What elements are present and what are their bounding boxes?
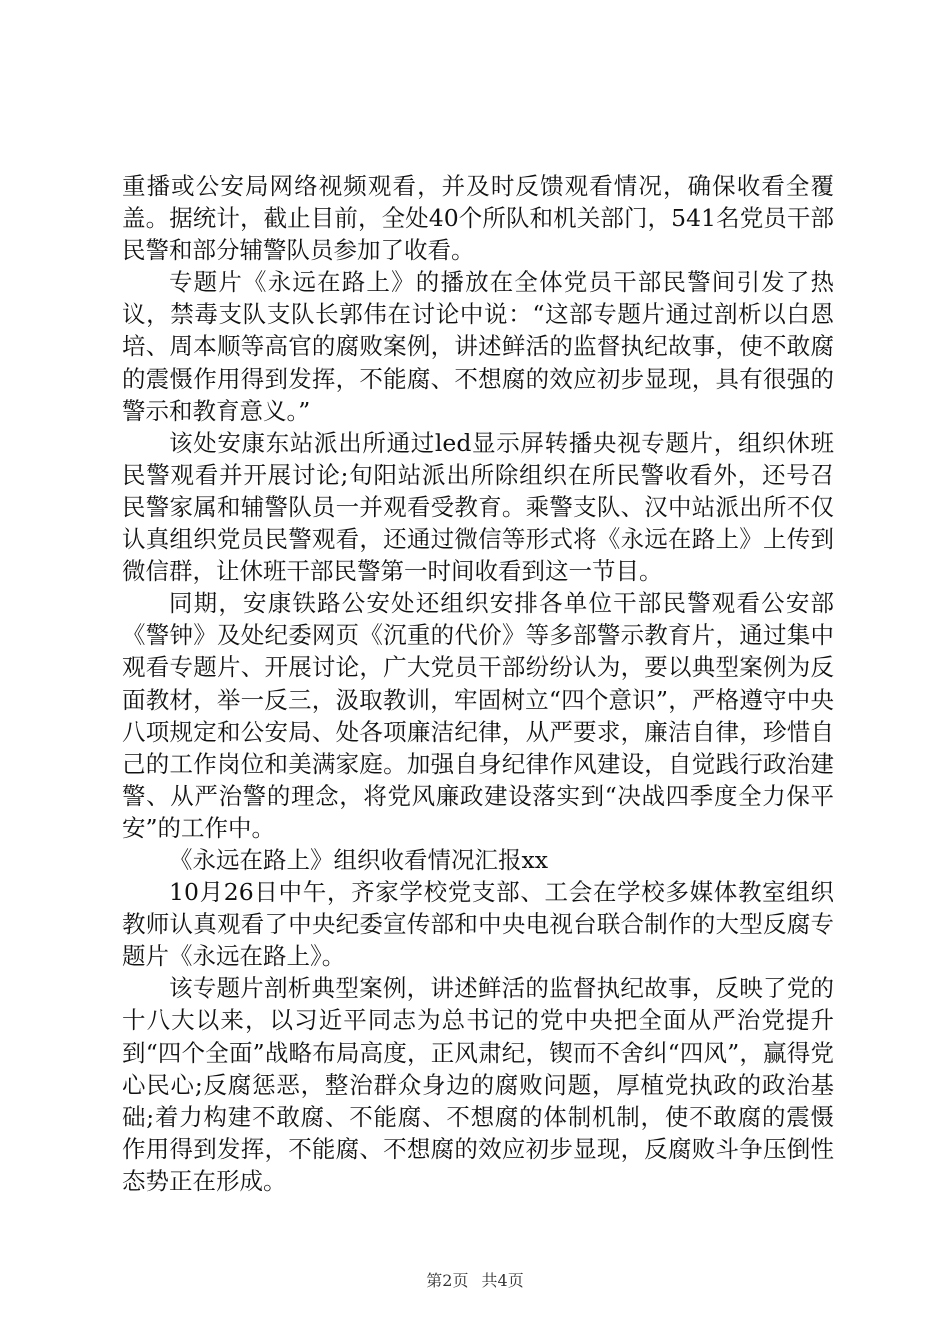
paragraph-film-summary: 该专题片剖析典型案例，讲述鲜活的监督执纪故事，反映了党的十八大以来，以习近平同志为总书记的党中央把全面从严治党提升到“四个全面”战略布局高度，正风肃纪，锲而不舍纠“四风”，赢得党心民心;反腐惩恶，整治群众身边的腐败问题，厚植党执政的政治基础;着力构建不敢腐、不能腐、不想腐的体制机制，使不敢腐的震慑作用得到发挥，不能腐、不想腐的效应初步显现，反腐败斗争压倒性态势正在形成。	[122, 974, 834, 1195]
document-body	[122, 170, 834, 1197]
paragraph-continuation: 重播或公安局网络视频观看，并及时反馈观看情况，确保收看全覆盖。据统计，截止目前，全处40个所队和机关部门，541名党员干部民警和部分辅警队员参加了收看。	[122, 172, 834, 265]
paragraph-discussion: 专题片《永远在路上》的播放在全体党员干部民警间引发了热议，禁毒支队支队长郭伟在讨论中说：“这部专题片通过剖析以白恩培、周本顺等高官的腐败案例，讲述鲜活的监督执纪故事，使不敢腐的震慑作用得到发挥，不能腐、不想腐的效应初步显现，具有很强的警示和教育意义。”	[122, 268, 834, 425]
paragraph-warning-education: 同期，安康铁路公安处还组织安排各单位干部民警观看公安部《警钟》及处纪委网页《沉重的代价》等多部警示教育片，通过集中观看专题片、开展讨论，广大党员干部纷纷认为，要以典型案例为反面教材，举一反三，汲取教训，牢固树立“四个意识”，严格遵守中央八项规定和公安局、处各项廉洁纪律，从严要求，廉洁自律，珍惜自己的工作岗位和美满家庭。加强自身纪律作风建设，自觉践行政治建警、从严治警的理念，将党风廉政建设落实到“决战四季度全力保平安”的工作中。	[122, 589, 834, 842]
page-total: 共4页	[481, 1271, 524, 1290]
section-title: 《永远在路上》组织收看情况汇报xx	[169, 845, 549, 874]
page-number: 第2页	[426, 1271, 469, 1290]
paragraph-school-viewing: 10月26日中午，齐家学校党支部、工会在学校多媒体教室组织教师认真观看了中央纪委宣传部和中央电视台联合制作的大型反腐专题片《永远在路上》。	[122, 878, 834, 971]
page-footer	[0, 1268, 950, 1291]
paragraph-stations: 该处安康东站派出所通过led显示屏转播央视专题片，组织休班民警观看并开展讨论;旬阳站派出所除组织在所民警收看外，还号召民警家属和辅警队员一并观看受教育。乘警支队、汉中站派出所不仅认真组织党员民警观看，还通过微信等形式将《永远在路上》上传到微信群，让休班干部民警第一时间收看到这一节目。	[122, 428, 834, 586]
